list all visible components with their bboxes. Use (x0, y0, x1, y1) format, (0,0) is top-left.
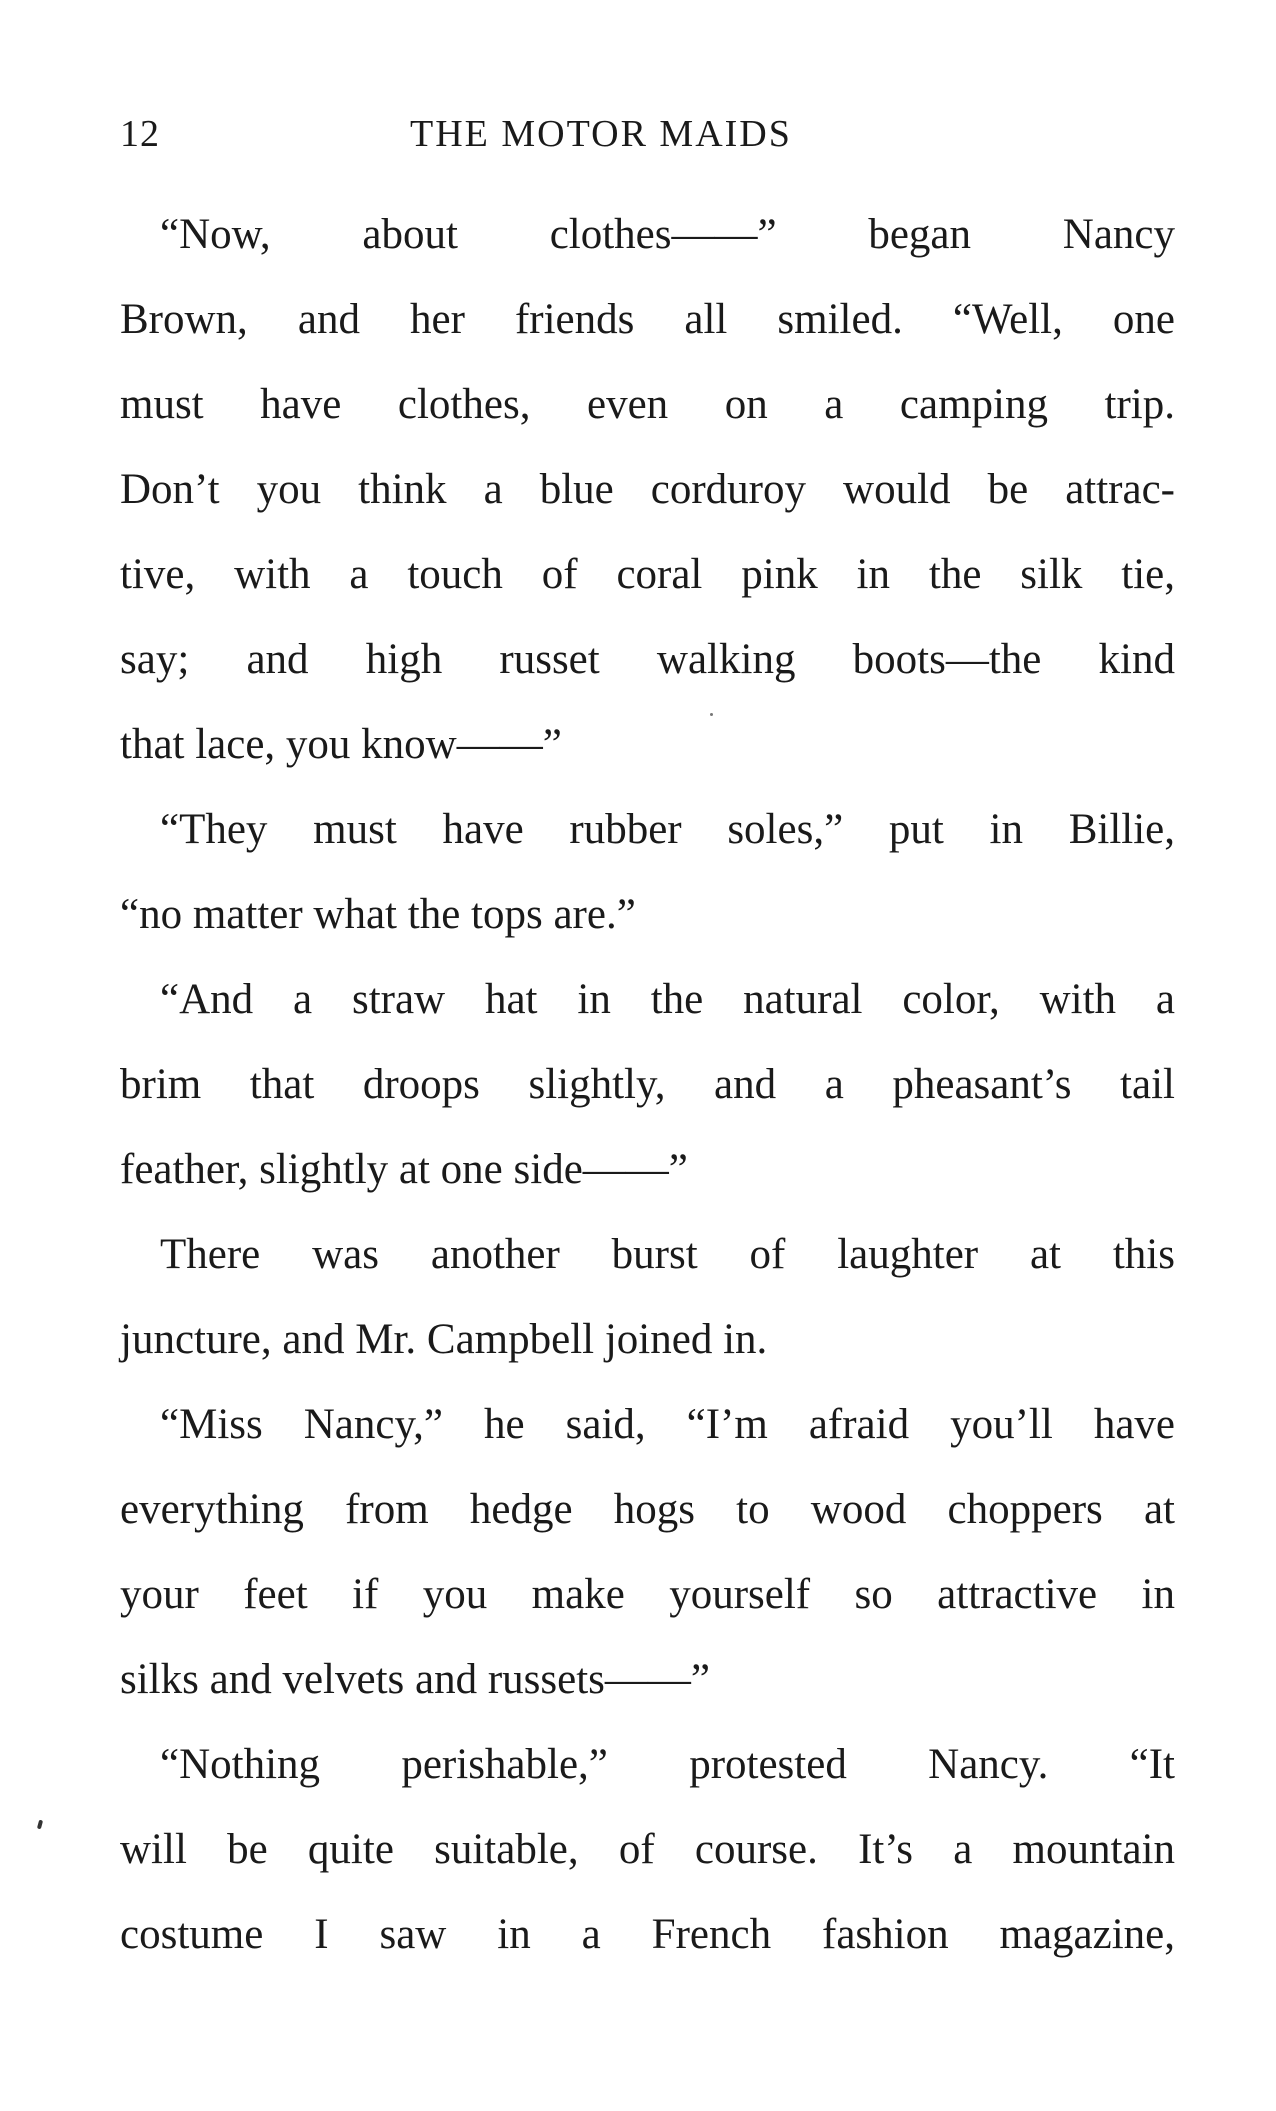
page-number: 12 (120, 113, 160, 155)
text-line: everything from hedge hogs to wood choppers at (120, 1486, 1175, 1533)
text-line: silks and velvets and russets——” (120, 1656, 710, 1703)
text-line: that lace, you know——” (120, 721, 562, 768)
text-line: costume I saw in a French fashion magazine, (120, 1911, 1175, 1958)
text-line: “no matter what the tops are.” (120, 891, 636, 938)
text-line: “Now, about clothes——” began Nancy (160, 211, 1175, 258)
text-line: “And a straw hat in the natural color, with a (160, 976, 1175, 1023)
text-line: feather, slightly at one side——” (120, 1146, 688, 1193)
text-line: “They must have rubber soles,” put in Billie, (160, 806, 1175, 853)
text-line: There was another burst of laughter at this (160, 1231, 1175, 1278)
text-line: “Miss Nancy,” he said, “I’m afraid you’ll have (160, 1401, 1175, 1448)
text-line: must have clothes, even on a camping trip. (120, 381, 1175, 428)
text-line: will be quite suitable, of course. It’s a mountain (120, 1826, 1175, 1873)
text-line: “Nothing perishable,” protested Nancy. “It (160, 1741, 1175, 1788)
text-line: Brown, and her friends all smiled. “Well, one (120, 296, 1175, 343)
text-line: say; and high russet walking boots—the kind (120, 636, 1175, 683)
text-line: juncture, and Mr. Campbell joined in. (120, 1316, 768, 1363)
ink-speck (710, 713, 713, 716)
text-line: Don’t you think a blue corduroy would be attrac- (120, 466, 1175, 513)
text-line: brim that droops slightly, and a pheasant’s tail (120, 1061, 1175, 1108)
body-text (120, 192, 1175, 1977)
ink-speck (37, 1820, 43, 1830)
running-head (120, 112, 1160, 162)
book-title: THE MOTOR MAIDS (410, 113, 792, 155)
text-line: tive, with a touch of coral pink in the silk tie, (120, 551, 1175, 598)
text-line: your feet if you make yourself so attractive in (120, 1571, 1175, 1618)
